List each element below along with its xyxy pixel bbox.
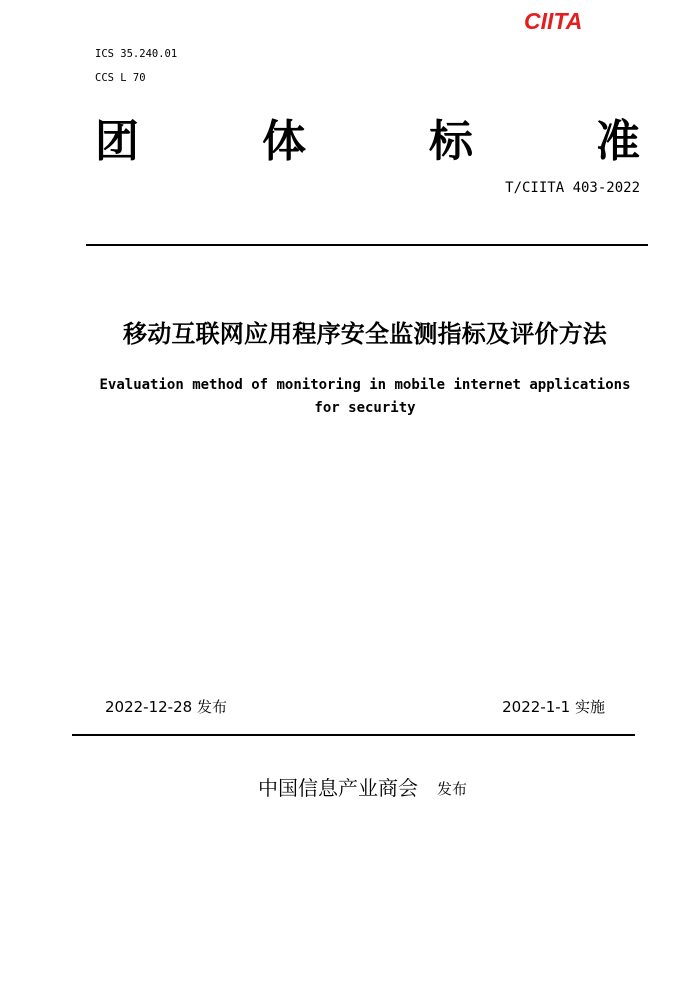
issuer-name: 中国信息产业商会 [258,776,418,800]
english-title-line: Evaluation method of monitoring in mobile internet applications [99,377,631,393]
standard-type-char: 标 [429,116,473,167]
ics-code: ICS 35.240.01 [95,48,178,60]
standard-type-heading [95,114,640,170]
implement-date: 2022-1-1 实施 [502,698,605,716]
top-divider [86,244,648,246]
document-title-english [60,374,670,420]
issuer-suffix: 发布 [437,780,468,798]
standard-code: T/CIITA 403-2022 [505,180,640,196]
bottom-divider [72,734,635,736]
ccs-code: CCS L 70 [95,72,146,84]
standard-type-char: 体 [262,116,306,167]
publish-date: 2022-12-28 发布 [105,698,227,716]
standard-type-char: 准 [596,116,640,167]
ciita-logo: CIITA [524,8,583,34]
english-title-line: for security [314,400,416,416]
document-title-chinese: 移动互联网应用程序安全监测指标及评价方法 [123,320,607,348]
standard-type-char: 团 [95,116,139,167]
